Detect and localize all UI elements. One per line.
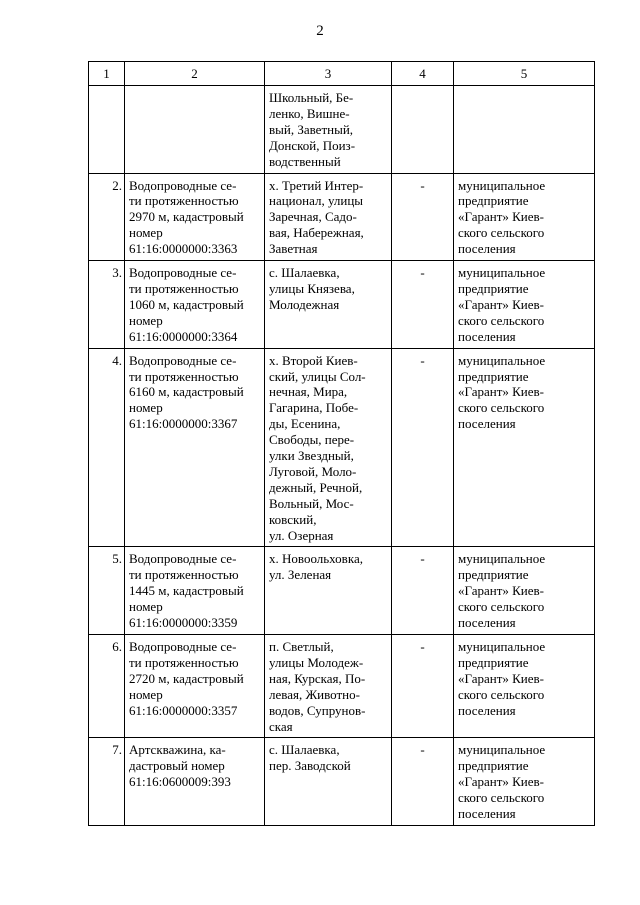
encumbrance-value: - (392, 348, 454, 547)
rights-holder: муниципальное предприятие «Гарант» Киев- ского сельского поселения (454, 547, 595, 635)
column-header-1: 1 (89, 62, 125, 86)
rights-holder: муниципальное предприятие «Гарант» Киев- ского сельского поселения (454, 348, 595, 547)
row-number: 7. (89, 738, 125, 826)
object-location: х. Третий Интер- национал, улицы Заречная, Садо- вая, Набережная, Заветная (265, 173, 392, 261)
encumbrance-value: - (392, 173, 454, 261)
row-number: 3. (89, 261, 125, 349)
page-number: 2 (316, 23, 324, 39)
object-name: Артскважина, ка- дастровый номер 61:16:0600009:393 (125, 738, 265, 826)
table-row (89, 635, 595, 738)
column-header-2: 2 (125, 62, 265, 86)
object-location: с. Шалаевка, улицы Князева, Молодежная (265, 261, 392, 349)
object-name: Водопроводные се- ти протяженностью 1445 м, кадастровый номер 61:16:0000000:3359 (125, 547, 265, 635)
rights-holder (454, 86, 595, 174)
object-location: Школьный, Бе- ленко, Вишне- вый, Заветный, Донской, Поиз- водственный (265, 86, 392, 174)
object-location: х. Новоольховка, ул. Зеленая (265, 547, 392, 635)
object-name: Водопроводные се- ти протяженностью 1060 м, кадастровый номер 61:16:0000000:3364 (125, 261, 265, 349)
row-number (89, 86, 125, 174)
row-number: 2. (89, 173, 125, 261)
object-location: с. Шалаевка, пер. Заводской (265, 738, 392, 826)
column-header-5: 5 (454, 62, 595, 86)
object-name: Водопроводные се- ти протяженностью 6160 м, кадастровый номер 61:16:0000000:3367 (125, 348, 265, 547)
object-location: х. Второй Киев- ский, улицы Сол- нечная, Мира, Гагарина, Побе- ды, Есенина, Свободы, пере- улки Звездный, Луговой, Моло- дежный, Речной, Вольный, Мос- ковский, ул. Озерная (265, 348, 392, 547)
rights-holder: муниципальное предприятие «Гарант» Киев- ского сельского поселения (454, 173, 595, 261)
table-header-row (89, 62, 595, 86)
property-table (88, 61, 595, 826)
encumbrance-value: - (392, 261, 454, 349)
row-number: 6. (89, 635, 125, 738)
object-location: п. Светлый, улицы Молодеж- ная, Курская, По- левая, Животно- водов, Супрунов- ская (265, 635, 392, 738)
row-number: 5. (89, 547, 125, 635)
column-header-4: 4 (392, 62, 454, 86)
rights-holder: муниципальное предприятие «Гарант» Киев- ского сельского поселения (454, 738, 595, 826)
table-row (89, 86, 595, 174)
table-row (89, 261, 595, 349)
rights-holder: муниципальное предприятие «Гарант» Киев- ского сельского поселения (454, 635, 595, 738)
rights-holder: муниципальное предприятие «Гарант» Киев- ского сельского поселения (454, 261, 595, 349)
encumbrance-value (392, 86, 454, 174)
table-body (89, 62, 595, 826)
table-row (89, 348, 595, 547)
object-name: Водопроводные се- ти протяженностью 2720 м, кадастровый номер 61:16:0000000:3357 (125, 635, 265, 738)
table-row (89, 738, 595, 826)
column-header-3: 3 (265, 62, 392, 86)
encumbrance-value: - (392, 547, 454, 635)
row-number: 4. (89, 348, 125, 547)
object-name: Водопроводные се- ти протяженностью 2970 м, кадастровый номер 61:16:0000000:3363 (125, 173, 265, 261)
encumbrance-value: - (392, 738, 454, 826)
table-row (89, 547, 595, 635)
encumbrance-value: - (392, 635, 454, 738)
table-row (89, 173, 595, 261)
object-name (125, 86, 265, 174)
